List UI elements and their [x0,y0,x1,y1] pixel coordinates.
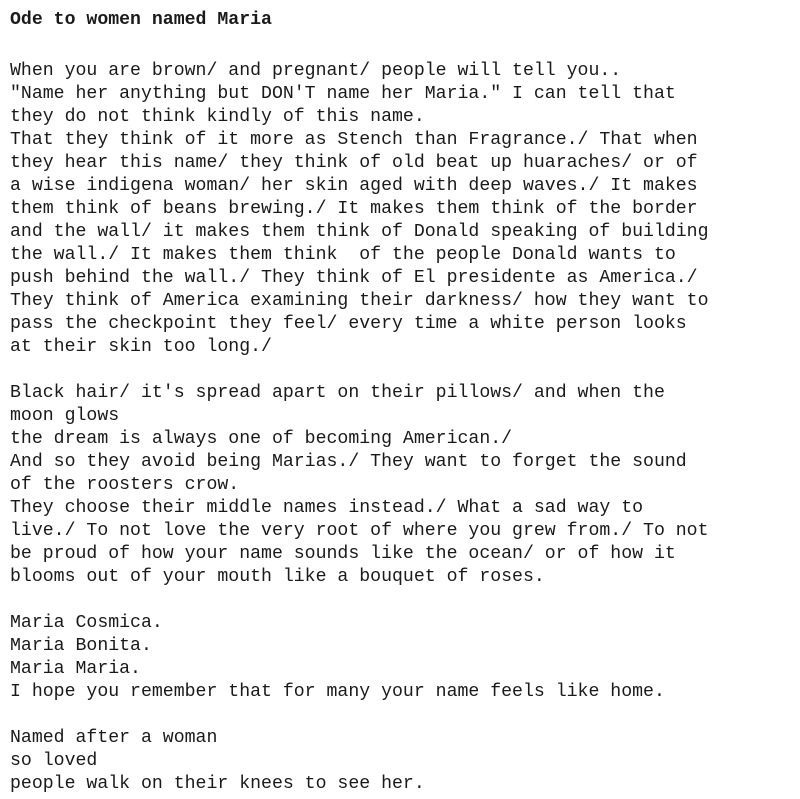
poem-line: moon glows [10,406,120,426]
poem-line: I hope you remember that for many your name feels like home. [10,682,665,702]
poem-line: the wall./ It makes them think of the people Donald wants to [10,245,676,265]
stanza-break [10,704,796,727]
poem-line: the dream is always one of becoming American./ [10,429,513,449]
poem-line: Maria Bonita. [10,636,152,656]
stanza-break [10,359,796,382]
poem-line: of the roosters crow. [10,475,240,495]
poem-line: live./ To not love the very root of where you grew from./ To not [10,521,709,541]
poem-line: Maria Maria. [10,659,141,679]
poem-line: a wise indigena woman/ her skin aged with deep waves./ It makes [10,176,698,196]
poem-line: they do not think kindly of this name. [10,107,425,127]
poem-line: them think of beans brewing./ It makes them think of the border [10,199,698,219]
poem-line: be proud of how your name sounds like the ocean/ or of how it [10,544,676,564]
poem-title: Ode to women named Maria [10,10,272,30]
poem-line: and the wall/ it makes them think of Donald speaking of building [10,222,709,242]
poem-line: pass the checkpoint they feel/ every time a white person looks [10,314,687,334]
poem-body [10,60,796,796]
poem-line: Black hair/ it's spread apart on their pillows/ and when the [10,383,665,403]
poem-line: They choose their middle names instead./ What a sad way to [10,498,644,518]
poem-line: That they think of it more as Stench than Fragrance./ That when [10,130,698,150]
poem-line: at their skin too long./ [10,337,272,357]
poem-line: They think of America examining their darkness/ how they want to [10,291,709,311]
poem-document [10,9,796,796]
poem-line: they hear this name/ they think of old beat up huaraches/ or of [10,153,698,173]
poem-line: And so they avoid being Marias./ They want to forget the sound [10,452,687,472]
poem-line: push behind the wall./ They think of El presidente as America./ [10,268,698,288]
stanza-break [10,589,796,612]
poem-line: people walk on their knees to see her. [10,774,425,794]
poem-line: Named after a woman [10,728,218,748]
poem-line: Maria Cosmica. [10,613,163,633]
poem-line: "Name her anything but DON'T name her Maria." I can tell that [10,84,676,104]
poem-line: When you are brown/ and pregnant/ people will tell you.. [10,61,622,81]
poem-line: so loved [10,751,98,771]
poem-line: blooms out of your mouth like a bouquet of roses. [10,567,545,587]
